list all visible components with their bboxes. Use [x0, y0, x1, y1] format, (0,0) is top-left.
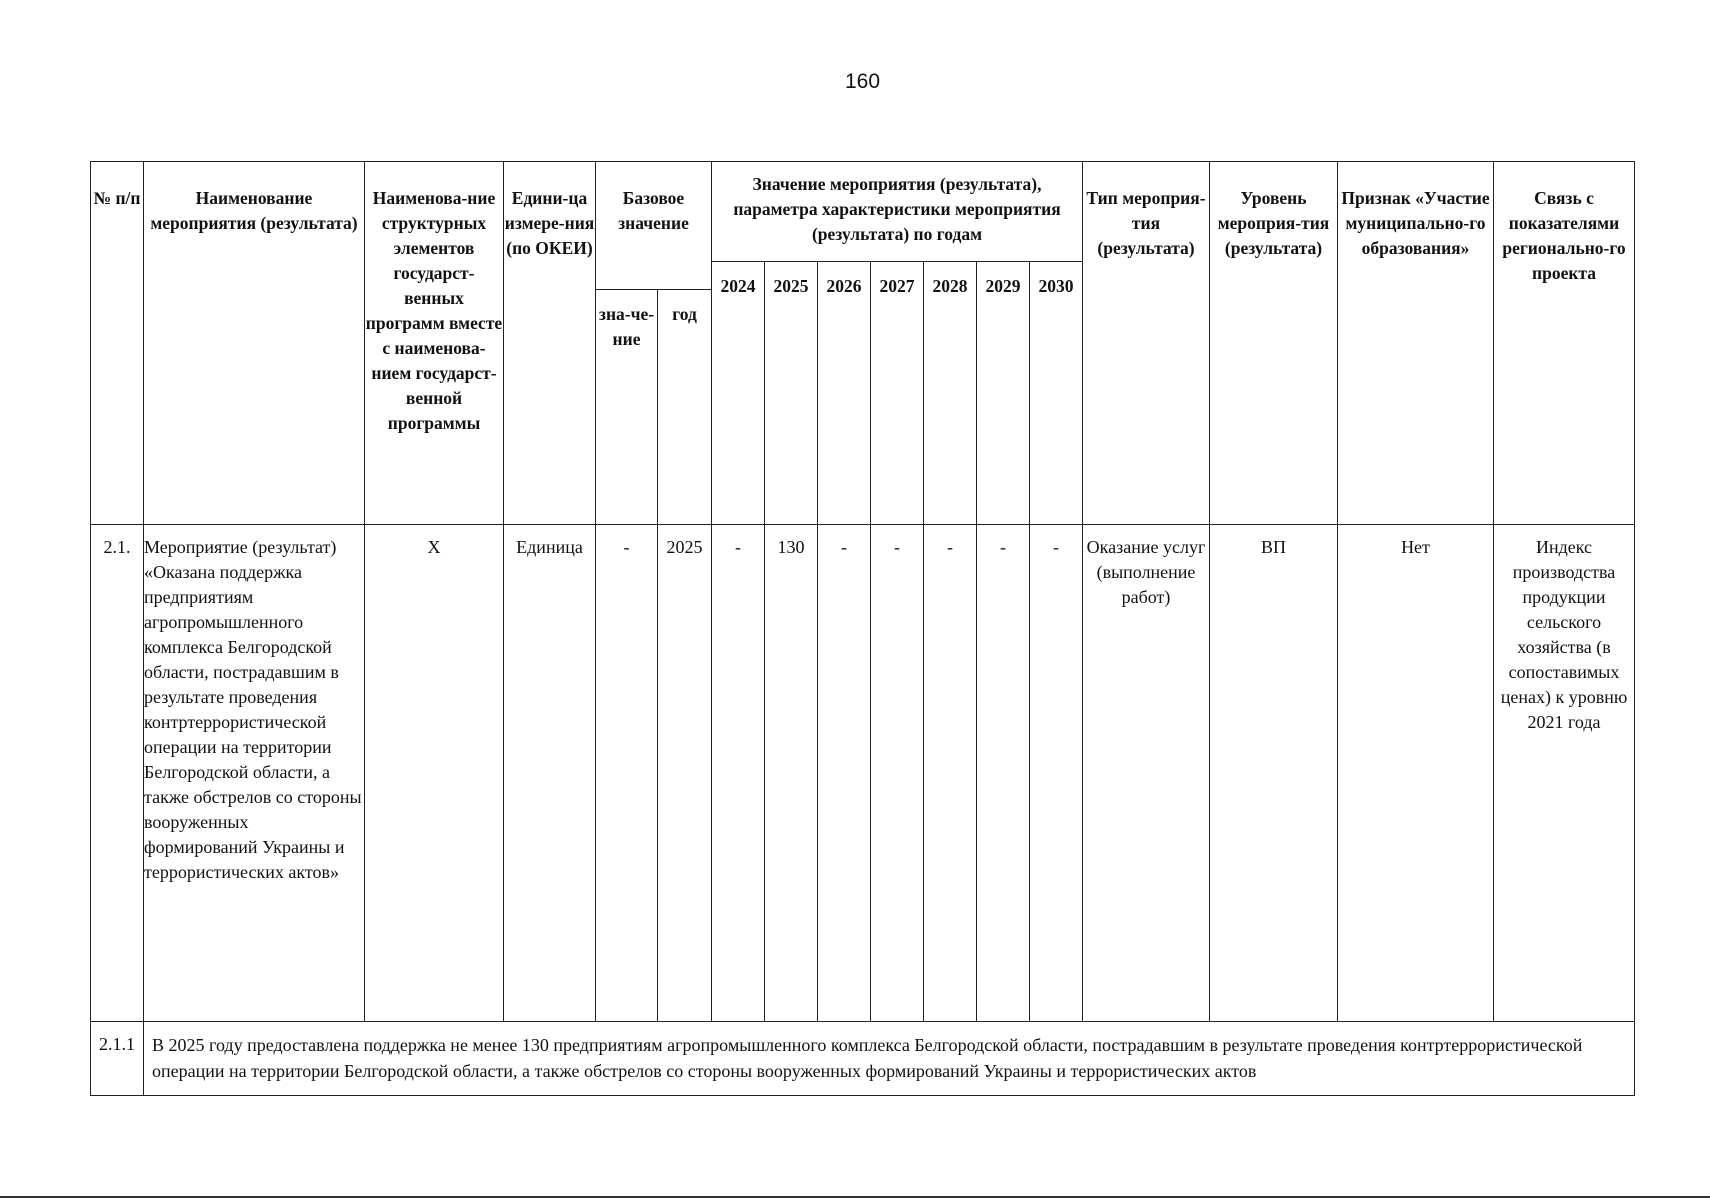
row-value-2030: - — [1030, 525, 1083, 1022]
header-link: Связь с показателями регионально-го проекта — [1494, 162, 1635, 525]
header-year-2026: 2026 — [818, 262, 871, 525]
row-value-2027: - — [871, 525, 924, 1022]
header-values-group: Значение мероприятия (результата), параметра характеристики мероприятия (результата) по годам — [712, 162, 1083, 262]
row-base-year: 2025 — [658, 525, 712, 1022]
header-year-2030: 2030 — [1030, 262, 1083, 525]
row-value-2026: - — [818, 525, 871, 1022]
row-link: Индекс производства продукции сельского хозяйства (в сопоставимых ценах) к уровню 2021 года — [1494, 525, 1635, 1022]
row-value-2024: - — [712, 525, 765, 1022]
table-subrow — [91, 1022, 1635, 1096]
row-municipal: Нет — [1338, 525, 1494, 1022]
header-year-2025: 2025 — [765, 262, 818, 525]
page-bottom-edge — [0, 1196, 1710, 1198]
header-level: Уровень мероприя-тия (результата) — [1210, 162, 1338, 525]
subrow-text: В 2025 году предоставлена поддержка не менее 130 предприятиям агропромышленного комплекса Белгородской области, пострадавшим в результате проведения контртеррористической операции на территории Белгородской области, а также обстрелов со стороны вооруженных формирований Украины и террористических актов — [144, 1022, 1635, 1096]
subrow-num: 2.1.1 — [91, 1022, 144, 1096]
row-value-2029: - — [977, 525, 1030, 1022]
row-level: ВП — [1210, 525, 1338, 1022]
header-year-2027: 2027 — [871, 262, 924, 525]
row-type: Оказание услуг (выполнение работ) — [1083, 525, 1210, 1022]
page-number: 160 — [844, 70, 881, 93]
header-type: Тип мероприя-тия (результата) — [1083, 162, 1210, 525]
row-value-2025: 130 — [765, 525, 818, 1022]
row-struct: X — [365, 525, 504, 1022]
header-num: № п/п — [91, 162, 144, 525]
row-value-2028: - — [924, 525, 977, 1022]
row-num: 2.1. — [91, 525, 144, 1022]
table-row — [91, 525, 1635, 1022]
row-unit: Единица — [504, 525, 596, 1022]
header-year-2024: 2024 — [712, 262, 765, 525]
header-year-2028: 2028 — [924, 262, 977, 525]
header-base-year: год — [658, 290, 712, 525]
header-year-2029: 2029 — [977, 262, 1030, 525]
row-name: Мероприятие (результат) «Оказана поддержка предприятиям агропромышленного комплекса Белгородской области, пострадавшим в результате проведения контртеррористической операции на территории Белгородской области, а также обстрелов со стороны вооруженных формирований Украины и террористических актов» — [144, 525, 365, 1022]
header-municipal: Признак «Участие муниципально-го образования» — [1338, 162, 1494, 525]
header-unit: Едини-ца измере-ния (по ОКЕИ) — [504, 162, 596, 525]
row-base-value: - — [596, 525, 658, 1022]
header-base-value: зна-че-ние — [596, 290, 658, 525]
measures-table — [90, 161, 1635, 1096]
header-struct: Наименова-ние структурных элементов государст-венных программ вместе с наименова-нием государст-венной программы — [365, 162, 504, 525]
header-name: Наименование мероприятия (результата) — [144, 162, 365, 525]
header-base: Базовое значение — [596, 162, 712, 290]
